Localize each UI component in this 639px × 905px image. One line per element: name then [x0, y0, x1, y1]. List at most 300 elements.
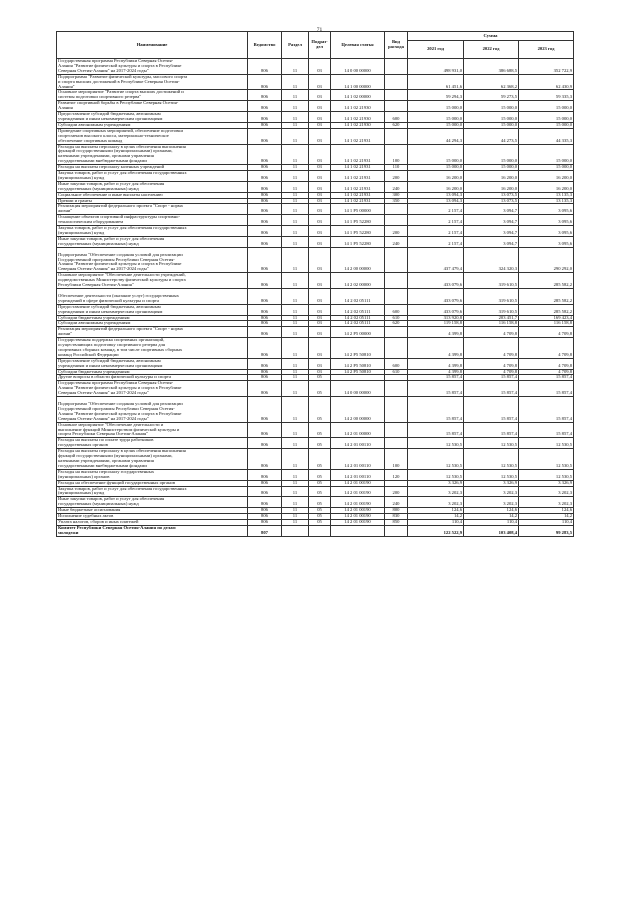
row-amount-2021: 61 451,6 — [408, 74, 464, 90]
row-amount-2022: 319 610,5 — [464, 304, 519, 315]
row-target-article: 14 1 02 21931 — [331, 171, 385, 182]
header-year-2021: 2021 год — [408, 41, 464, 59]
row-subsection — [309, 525, 331, 536]
row-name: Реализация мероприятий федерального проекта "Спорт - норма жизни" — [57, 204, 248, 215]
row-ministry: 806 — [248, 486, 282, 497]
row-amount-2021: 437 479,4 — [408, 247, 464, 273]
row-ministry: 806 — [248, 321, 282, 327]
row-expense-type: 200 — [385, 226, 408, 237]
row-section: 11 — [282, 381, 309, 397]
row-target-article: 14 2 01 00110 — [331, 449, 385, 470]
row-amount-2023: 4 709,8 — [519, 358, 574, 369]
table-row — [57, 171, 574, 182]
row-section: 11 — [282, 101, 309, 112]
row-amount-2021: 15 000,0 — [408, 144, 464, 165]
row-amount-2022: 13 073,5 — [464, 192, 519, 198]
row-amount-2022: 13 073,5 — [464, 198, 519, 204]
row-amount-2022: 12 530,5 — [464, 449, 519, 470]
row-name: Основное мероприятие "Обеспечение деятельности учреждений, подведомственных Министерству физической культуры и спорта Республики Северная Осетия-Алания" — [57, 273, 248, 289]
row-section: 11 — [282, 369, 309, 375]
row-subsection: 03 — [309, 304, 331, 315]
row-amount-2022: 3 202,3 — [464, 497, 519, 508]
row-expense-type — [385, 74, 408, 90]
row-target-article: 14 2 P5 50810 — [331, 358, 385, 369]
row-amount-2023: 110,4 — [519, 519, 574, 525]
table-row — [57, 469, 574, 480]
table-row — [57, 438, 574, 449]
row-amount-2023: 99 283,5 — [519, 525, 574, 536]
row-expense-type — [385, 59, 408, 75]
row-amount-2021: 2 157,4 — [408, 204, 464, 215]
table-row — [57, 288, 574, 304]
row-amount-2022: 203 451,7 — [464, 315, 519, 321]
row-amount-2023: 12 530,5 — [519, 438, 574, 449]
row-amount-2021: 12 530,5 — [408, 438, 464, 449]
row-name: Расходы на выплаты персоналу в целях обеспечения выполнения функций государственными (муниципальными) органами, казенными учреждениями, органами управления государственными внебюджетными фондами — [57, 449, 248, 470]
row-expense-type: 110 — [385, 165, 408, 171]
row-subsection: 03 — [309, 236, 331, 247]
row-expense-type — [385, 397, 408, 423]
table-row — [57, 112, 574, 123]
row-subsection: 05 — [309, 438, 331, 449]
row-target-article: 14 1 P5 52280 — [331, 215, 385, 226]
row-amount-2021: 16 200,0 — [408, 171, 464, 182]
row-subsection: 03 — [309, 215, 331, 226]
row-ministry: 806 — [248, 381, 282, 397]
row-amount-2023: 3 202,3 — [519, 497, 574, 508]
row-amount-2023: 169 423,4 — [519, 315, 574, 321]
row-expense-type — [385, 422, 408, 438]
row-section: 11 — [282, 338, 309, 359]
row-target-article: 14 2 02 05111 — [331, 288, 385, 304]
row-subsection: 03 — [309, 74, 331, 90]
row-amount-2021: 433 079,6 — [408, 288, 464, 304]
table-row — [57, 144, 574, 165]
row-amount-2021: 15 000,0 — [408, 165, 464, 171]
row-expense-type — [385, 288, 408, 304]
row-subsection: 03 — [309, 112, 331, 123]
row-amount-2022: 15 000,0 — [464, 112, 519, 123]
row-name: Иные закупки товаров, работ и услуг для обеспечения государственных (муниципальных) нужд — [57, 236, 248, 247]
row-name: Основное мероприятие "Развитие спорта высших достижений и системы подготовки спортивного резерва" — [57, 90, 248, 101]
row-expense-type: 300 — [385, 192, 408, 198]
row-target-article: 14 2 02 05111 — [331, 304, 385, 315]
row-name: Субсидии бюджетным учреждениям — [57, 315, 248, 321]
row-expense-type: 620 — [385, 321, 408, 327]
row-subsection: 05 — [309, 422, 331, 438]
row-amount-2021: 44 294,3 — [408, 128, 464, 144]
row-expense-type: 830 — [385, 514, 408, 520]
row-expense-type — [385, 525, 408, 536]
row-name: Субсидии автономным учреждениям — [57, 321, 248, 327]
row-amount-2022: 15 000,0 — [464, 101, 519, 112]
row-section: 11 — [282, 449, 309, 470]
row-target-article: 14 2 01 00190 — [331, 508, 385, 514]
row-amount-2021: 3 202,3 — [408, 486, 464, 497]
row-amount-2023: 13 135,3 — [519, 192, 574, 198]
row-name: Расходы на выплаты по оплате труда работников государственных органов — [57, 438, 248, 449]
row-ministry: 806 — [248, 397, 282, 423]
row-amount-2023: 15 000,0 — [519, 122, 574, 128]
row-section: 11 — [282, 480, 309, 486]
row-section: 11 — [282, 273, 309, 289]
row-amount-2022: 62 368,2 — [464, 74, 519, 90]
row-amount-2022: 15 000,0 — [464, 144, 519, 165]
row-ministry: 806 — [248, 422, 282, 438]
row-amount-2023: 4 709,8 — [519, 369, 574, 375]
row-section: 11 — [282, 59, 309, 75]
row-expense-type: 200 — [385, 171, 408, 182]
row-amount-2022: 15 000,0 — [464, 165, 519, 171]
row-target-article: 14 1 P5 52280 — [331, 226, 385, 237]
row-subsection: 03 — [309, 226, 331, 237]
row-section: 11 — [282, 514, 309, 520]
row-amount-2023: 4 709,8 — [519, 327, 574, 338]
table-row — [57, 449, 574, 470]
row-section: 11 — [282, 122, 309, 128]
row-subsection: 03 — [309, 128, 331, 144]
row-target-article: 14 2 00 00000 — [331, 397, 385, 423]
row-amount-2023: 15 000,0 — [519, 101, 574, 112]
row-amount-2023: 116 158,8 — [519, 321, 574, 327]
row-amount-2021: 3 202,3 — [408, 497, 464, 508]
row-subsection: 03 — [309, 327, 331, 338]
row-amount-2022: 3 202,3 — [464, 486, 519, 497]
row-amount-2023: 14,2 — [519, 514, 574, 520]
row-name: Уплата налогов, сборов и иных платежей — [57, 519, 248, 525]
table-row — [57, 74, 574, 90]
table-row — [57, 128, 574, 144]
row-amount-2021: 14,2 — [408, 514, 464, 520]
row-section: 11 — [282, 469, 309, 480]
row-expense-type: 610 — [385, 369, 408, 375]
row-section: 11 — [282, 192, 309, 198]
row-expense-type — [385, 381, 408, 397]
row-target-article: 14 1 02 21931 — [331, 181, 385, 192]
row-subsection: 05 — [309, 469, 331, 480]
row-ministry: 806 — [248, 288, 282, 304]
row-amount-2022: 324 320,3 — [464, 247, 519, 273]
row-target-article: 14 2 P5 50810 — [331, 338, 385, 359]
row-subsection: 03 — [309, 369, 331, 375]
row-subsection: 03 — [309, 59, 331, 75]
header-ministry: Ведомство — [248, 32, 282, 59]
row-name: Предоставление субсидий бюджетным, автономным учреждениям и иным некоммерческим организациям — [57, 358, 248, 369]
row-subsection: 03 — [309, 321, 331, 327]
row-ministry: 806 — [248, 74, 282, 90]
row-amount-2022: 116 158,8 — [464, 321, 519, 327]
row-amount-2022: 16 200,0 — [464, 181, 519, 192]
row-amount-2023: 285 582,2 — [519, 288, 574, 304]
row-expense-type — [385, 128, 408, 144]
row-amount-2021: 122 522,9 — [408, 525, 464, 536]
row-section: 11 — [282, 226, 309, 237]
row-amount-2021: 15 000,0 — [408, 101, 464, 112]
header-year-2022: 2022 год — [464, 41, 519, 59]
row-amount-2023: 16 200,0 — [519, 171, 574, 182]
row-subsection: 03 — [309, 165, 331, 171]
row-subsection: 03 — [309, 273, 331, 289]
row-expense-type: 240 — [385, 181, 408, 192]
row-ministry: 806 — [248, 514, 282, 520]
row-section: 11 — [282, 422, 309, 438]
row-name: Социальное обеспечение и иные выплаты населению — [57, 192, 248, 198]
header-subsection: Подраз- дел — [309, 32, 331, 59]
row-amount-2022: 3 094,7 — [464, 236, 519, 247]
row-target-article: 14 1 02 21931 — [331, 192, 385, 198]
row-amount-2023: 15 000,0 — [519, 112, 574, 123]
row-target-article — [331, 525, 385, 536]
row-subsection: 05 — [309, 480, 331, 486]
row-target-article: 14 1 02 21931 — [331, 144, 385, 165]
row-ministry: 806 — [248, 236, 282, 247]
row-ministry: 806 — [248, 122, 282, 128]
row-amount-2022: 12 530,5 — [464, 469, 519, 480]
header-year-2023: 2023 год — [519, 41, 574, 59]
row-target-article: 14 0 00 00000 — [331, 59, 385, 75]
row-name: Закупка товаров, работ и услуг для обеспечения государственных (муниципальных) нужд — [57, 226, 248, 237]
row-section: 11 — [282, 508, 309, 514]
row-ministry: 806 — [248, 358, 282, 369]
row-target-article: 14 0 00 00000 — [331, 381, 385, 397]
row-amount-2021: 2 157,4 — [408, 226, 464, 237]
row-target-article: 14 2 01 00190 — [331, 514, 385, 520]
row-amount-2023: 15 857,4 — [519, 381, 574, 397]
row-amount-2021: 13 094,3 — [408, 198, 464, 204]
row-amount-2021: 2 157,4 — [408, 236, 464, 247]
row-amount-2021: 124,6 — [408, 508, 464, 514]
row-target-article: 14 1 02 21931 — [331, 128, 385, 144]
row-ministry: 806 — [248, 327, 282, 338]
row-name: Иные закупки товаров, работ и услуг для обеспечения государственных (муниципальных) нужд — [57, 497, 248, 508]
row-target-article: 14 2 01 00190 — [331, 519, 385, 525]
row-target-article: 14 2 01 00110 — [331, 438, 385, 449]
row-ministry: 806 — [248, 165, 282, 171]
row-expense-type: 100 — [385, 144, 408, 165]
row-name: Закупка товаров, работ и услуг для обеспечения государственных (муниципальных) нужд — [57, 171, 248, 182]
row-amount-2021: 12 530,5 — [408, 469, 464, 480]
row-expense-type: 850 — [385, 519, 408, 525]
row-amount-2022: 14,2 — [464, 514, 519, 520]
row-target-article: 14 2 00 00000 — [331, 247, 385, 273]
row-target-article: 14 2 01 00190 — [331, 480, 385, 486]
row-name: Другие вопросы в области физической культуры и спорта — [57, 375, 248, 381]
row-amount-2023: 3 202,3 — [519, 486, 574, 497]
row-ministry: 806 — [248, 508, 282, 514]
row-subsection: 03 — [309, 171, 331, 182]
row-expense-type — [385, 273, 408, 289]
row-subsection: 05 — [309, 397, 331, 423]
row-subsection: 03 — [309, 338, 331, 359]
row-amount-2021: 433 079,6 — [408, 304, 464, 315]
row-name: Предоставление субсидий бюджетным, автономным учреждениям и иным некоммерческим организациям — [57, 112, 248, 123]
row-amount-2021: 4 399,8 — [408, 327, 464, 338]
table-row — [57, 101, 574, 112]
row-subsection: 03 — [309, 144, 331, 165]
row-amount-2022: 16 200,0 — [464, 171, 519, 182]
row-amount-2023: 15 857,4 — [519, 422, 574, 438]
row-expense-type — [385, 101, 408, 112]
row-amount-2022: 44 273,5 — [464, 128, 519, 144]
row-name: Развитие спортивной борьбы в Республике Северная Осетия- Алания — [57, 101, 248, 112]
row-amount-2023: 59 335,3 — [519, 90, 574, 101]
row-subsection: 05 — [309, 508, 331, 514]
row-name: Исполнение судебных актов — [57, 514, 248, 520]
row-subsection: 05 — [309, 375, 331, 381]
row-ministry: 806 — [248, 438, 282, 449]
table-row — [57, 181, 574, 192]
row-name: Основное мероприятие "Обеспечение деятельности и выполнение функций Министерством физической культуры и спорта Республики Северная Осетия-Алания" — [57, 422, 248, 438]
row-expense-type: 600 — [385, 112, 408, 123]
row-subsection: 05 — [309, 381, 331, 397]
row-section: 11 — [282, 112, 309, 123]
row-amount-2022: 12 530,5 — [464, 438, 519, 449]
row-amount-2022: 386 688,5 — [464, 59, 519, 75]
row-ministry: 806 — [248, 128, 282, 144]
row-subsection: 03 — [309, 204, 331, 215]
row-amount-2022: 4 709,8 — [464, 338, 519, 359]
row-amount-2023: 16 200,0 — [519, 181, 574, 192]
row-ministry: 806 — [248, 204, 282, 215]
row-section: 11 — [282, 165, 309, 171]
row-amount-2022: 3 094,7 — [464, 226, 519, 237]
row-section: 11 — [282, 358, 309, 369]
row-ministry: 806 — [248, 273, 282, 289]
row-amount-2021: 110,4 — [408, 519, 464, 525]
row-amount-2023: 352 722,9 — [519, 59, 574, 75]
row-amount-2023: 285 582,2 — [519, 273, 574, 289]
row-name: Иные закупки товаров, работ и услуг для обеспечения государственных (муниципальных) нужд — [57, 181, 248, 192]
row-amount-2022: 15 000,0 — [464, 122, 519, 128]
row-amount-2022: 4 709,8 — [464, 327, 519, 338]
page-number: 71 — [316, 27, 323, 33]
row-section: 11 — [282, 144, 309, 165]
row-expense-type: 600 — [385, 358, 408, 369]
row-target-article: 14 2 P5 50810 — [331, 369, 385, 375]
row-expense-type: 120 — [385, 469, 408, 480]
row-amount-2021: 4 399,8 — [408, 369, 464, 375]
row-section: 11 — [282, 304, 309, 315]
row-amount-2021: 12 530,5 — [408, 449, 464, 470]
row-subsection: 03 — [309, 122, 331, 128]
row-section: 11 — [282, 181, 309, 192]
row-amount-2023: 290 292,0 — [519, 247, 574, 273]
row-name: Субсидии бюджетным учреждениям — [57, 369, 248, 375]
row-name: Предоставление субсидий бюджетным, автономным учреждениям и иным некоммерческим организациям — [57, 304, 248, 315]
row-expense-type: 240 — [385, 236, 408, 247]
row-amount-2023: 124,6 — [519, 508, 574, 514]
row-amount-2021: 3 326,9 — [408, 480, 464, 486]
row-amount-2022: 4 709,8 — [464, 358, 519, 369]
row-ministry: 806 — [248, 497, 282, 508]
row-section: 11 — [282, 204, 309, 215]
table-row — [57, 90, 574, 101]
row-target-article: 14 1 02 21930 — [331, 122, 385, 128]
row-expense-type: 350 — [385, 198, 408, 204]
row-target-article: 14 1 02 21931 — [331, 198, 385, 204]
table-row — [57, 486, 574, 497]
table-row — [57, 273, 574, 289]
row-name: Комитет Республики Северная Осетия-Алания по делам молодежи — [57, 525, 248, 536]
row-ministry: 806 — [248, 449, 282, 470]
table-row — [57, 59, 574, 75]
row-amount-2023: 13 135,3 — [519, 198, 574, 204]
row-ministry: 806 — [248, 90, 282, 101]
row-target-article: 14 2 01 00000 — [331, 422, 385, 438]
row-amount-2022: 59 273,5 — [464, 90, 519, 101]
row-amount-2021: 313 920,8 — [408, 315, 464, 321]
row-subsection: 05 — [309, 514, 331, 520]
row-name: Государственная программа Республики Северная Осетия- Алания "Развитие физической культуры и спорта в Республике Северная Осетия-Алания" на 2017-2024 годы" — [57, 59, 248, 75]
row-target-article: 14 1 02 21931 — [331, 165, 385, 171]
row-ministry: 806 — [248, 304, 282, 315]
row-subsection: 03 — [309, 288, 331, 304]
row-ministry: 806 — [248, 519, 282, 525]
row-subsection: 05 — [309, 449, 331, 470]
table-row — [57, 327, 574, 338]
row-amount-2023: 15 000,0 — [519, 144, 574, 165]
row-amount-2022: 15 857,4 — [464, 381, 519, 397]
row-subsection: 03 — [309, 247, 331, 273]
row-ministry: 806 — [248, 59, 282, 75]
row-amount-2021: 4 399,8 — [408, 358, 464, 369]
table-row — [57, 338, 574, 359]
row-subsection: 05 — [309, 519, 331, 525]
row-ministry: 806 — [248, 369, 282, 375]
row-ministry: 806 — [248, 247, 282, 273]
header-expense-type: Вид расхода — [385, 32, 408, 59]
header-sum: Сумма — [408, 32, 574, 41]
table-row — [57, 381, 574, 397]
row-expense-type: 600 — [385, 304, 408, 315]
row-expense-type — [385, 215, 408, 226]
row-section: 11 — [282, 247, 309, 273]
row-subsection: 03 — [309, 181, 331, 192]
row-name: Расходы на обеспечение функций государственных органов — [57, 480, 248, 486]
table-row — [57, 358, 574, 369]
row-subsection: 03 — [309, 315, 331, 321]
row-ministry: 806 — [248, 215, 282, 226]
row-amount-2021: 119 158,8 — [408, 321, 464, 327]
row-name: Закупка товаров, работ и услуг для обеспечения государственных (муниципальных) нужд — [57, 486, 248, 497]
table-row — [57, 204, 574, 215]
table-row — [57, 226, 574, 237]
header-section: Раздел — [282, 32, 309, 59]
row-section: 11 — [282, 321, 309, 327]
row-ministry: 806 — [248, 144, 282, 165]
row-amount-2021: 2 157,4 — [408, 215, 464, 226]
row-expense-type — [385, 327, 408, 338]
row-ministry: 806 — [248, 315, 282, 321]
row-subsection: 05 — [309, 486, 331, 497]
row-amount-2023: 3 095,6 — [519, 215, 574, 226]
row-amount-2022: 15 857,4 — [464, 422, 519, 438]
row-amount-2021: 433 079,6 — [408, 273, 464, 289]
row-name: Государственная поддержка спортивных организаций, осуществляющих подготовку спортивного резерва для спортивных сборных команд, в том числе спортивных сборных команд Российской Федерации — [57, 338, 248, 359]
row-amount-2021: 15 857,4 — [408, 397, 464, 423]
table-row — [57, 236, 574, 247]
header-target-article: Целевая статья — [331, 32, 385, 59]
row-section: 11 — [282, 215, 309, 226]
row-target-article: 14 1 00 00000 — [331, 74, 385, 90]
row-amount-2023: 4 709,8 — [519, 338, 574, 359]
row-subsection: 03 — [309, 90, 331, 101]
row-name: Обеспечение деятельности (оказание услуг) государственных учреждений в сфере физической культуры и спорта — [57, 288, 248, 304]
row-target-article: 14 2 01 00190 — [331, 497, 385, 508]
row-name: Проведение спортивных мероприятий, обеспечение подготовки спортсменов высокого класса, материально-техническое обеспечение спортивных команд — [57, 128, 248, 144]
row-expense-type: 200 — [385, 486, 408, 497]
row-target-article: 14 1 02 21930 — [331, 112, 385, 123]
